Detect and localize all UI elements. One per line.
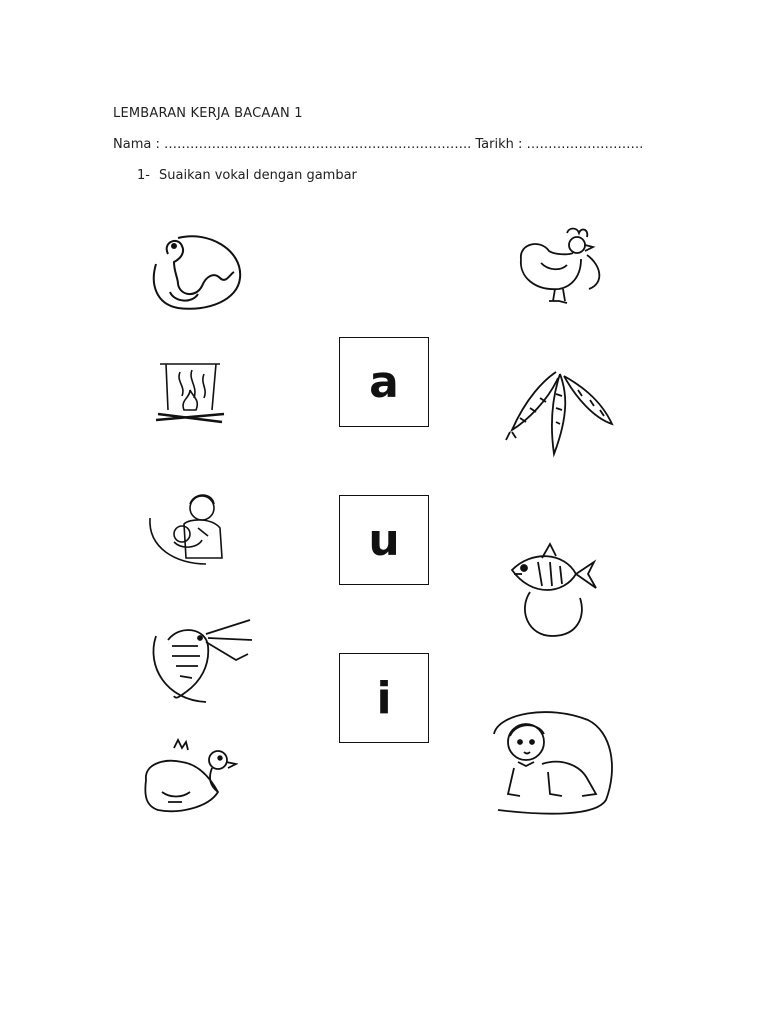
rooster-icon [515, 225, 607, 307]
instruction-number: 1- [137, 168, 150, 183]
campfire-icon [150, 352, 230, 432]
vowel-box-u: u [339, 495, 429, 585]
cassava-icon [504, 364, 616, 458]
crawling-baby-icon [488, 708, 616, 816]
snake-icon [148, 232, 244, 312]
vowel-box-i: i [339, 653, 429, 743]
mother-with-baby-icon [146, 488, 232, 568]
vowel-box-a: a [339, 337, 429, 427]
fish-icon [502, 540, 602, 640]
worksheet-title: LEMBARAN KERJA BACAAN 1 [113, 106, 303, 121]
shrimp-icon [146, 616, 254, 704]
instruction-text: Suaikan vokal dengan gambar [159, 168, 357, 183]
duck-icon [138, 738, 238, 818]
instruction [137, 168, 357, 183]
name-date-line: Nama : …………………………………………………………….. Tarikh : ……………………… [113, 137, 644, 152]
